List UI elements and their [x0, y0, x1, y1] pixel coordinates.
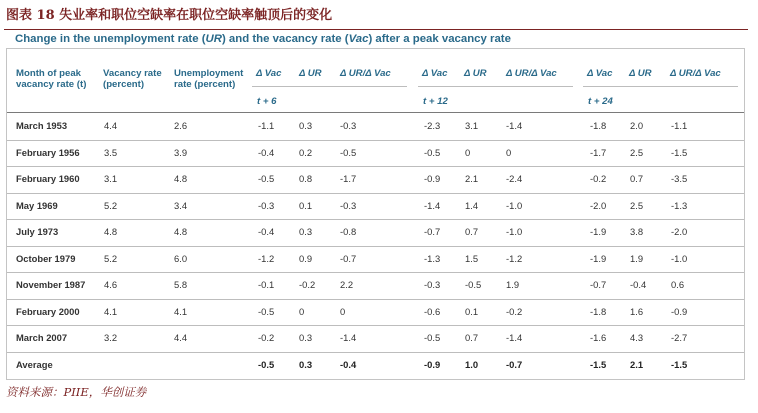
table-frame: [6, 48, 745, 380]
header-g1-dur: Δ UR: [299, 68, 322, 79]
row-g1-value: 0: [299, 305, 305, 317]
row-month-label: February 1960: [16, 173, 80, 184]
row-g3-value: -1.9: [590, 226, 607, 237]
row-unemployment-rate: 5.8: [174, 279, 188, 290]
row-g3-value: -1.8: [590, 305, 607, 317]
row-g2-value: -1.0: [506, 199, 523, 211]
group1-label: t + 6: [257, 96, 277, 107]
row-g2-value: -0.5: [424, 332, 441, 343]
row-g3-value: -1.6: [590, 332, 607, 343]
row-g3-value: -1.1: [671, 120, 688, 131]
average-g3-value: -1.5: [590, 358, 607, 370]
row-g2-value: 1.5: [465, 252, 479, 264]
row-g3-value: -1.8: [590, 120, 607, 131]
average-g3-value: -1.5: [671, 358, 688, 370]
row-g1-value: -1.4: [340, 332, 357, 343]
header-g2-dur: Δ UR: [464, 68, 487, 79]
header-g2-ratio: Δ UR/Δ Vac: [506, 68, 557, 79]
row-g1-value: -0.1: [258, 279, 275, 290]
row-g3-value: -1.9: [590, 252, 607, 264]
row-g3-value: 4.3: [630, 332, 644, 343]
row-g2-value: -0.6: [424, 305, 441, 317]
row-unemployment-rate: 6.0: [174, 252, 188, 264]
row-g3-value: 0.6: [671, 279, 685, 290]
row-g1-value: 0.1: [299, 199, 313, 211]
row-month-label: March 2007: [16, 332, 68, 343]
row-g3-value: 2.5: [630, 199, 644, 211]
header-g3-dvac: Δ Vac: [587, 68, 613, 79]
header-g2-dvac: Δ Vac: [422, 68, 448, 79]
row-divider: [7, 193, 744, 194]
row-g3-value: -2.0: [590, 199, 607, 211]
group1-rule: [252, 86, 407, 87]
row-g1-value: 0.3: [299, 120, 313, 131]
row-vacancy-rate: 3.2: [104, 332, 118, 343]
row-g2-value: 2.1: [465, 173, 479, 184]
header-vacancy-rate: Vacancy rate (percent): [103, 68, 162, 90]
row-g2-value: -1.4: [424, 199, 441, 211]
row-unemployment-rate: 3.4: [174, 199, 188, 211]
row-divider: [7, 246, 744, 247]
row-month-label: November 1987: [16, 279, 86, 290]
row-g2-value: 1.9: [506, 279, 520, 290]
row-g1-value: -0.3: [340, 199, 357, 211]
row-g3-value: -1.3: [671, 199, 688, 211]
row-g2-value: 0.1: [465, 305, 479, 317]
average-label: Average: [16, 358, 53, 370]
row-g1-value: -1.1: [258, 120, 275, 131]
group3-rule: [583, 86, 738, 87]
row-g3-value: 2.5: [630, 146, 644, 158]
row-g1-value: -1.7: [340, 173, 357, 184]
row-g2-value: -1.2: [506, 252, 523, 264]
row-g2-value: -0.2: [506, 305, 523, 317]
row-g2-value: -1.0: [506, 226, 523, 237]
row-divider: [7, 272, 744, 273]
row-unemployment-rate: 2.6: [174, 120, 188, 131]
row-g3-value: -0.4: [630, 279, 647, 290]
row-g3-value: -0.9: [671, 305, 688, 317]
row-vacancy-rate: 4.8: [104, 226, 118, 237]
average-g3-value: 2.1: [630, 358, 644, 370]
row-g2-value: -1.4: [506, 120, 523, 131]
row-g1-value: -0.3: [340, 120, 357, 131]
row-g1-value: 2.2: [340, 279, 354, 290]
header-bottom-rule: [7, 112, 744, 113]
row-g1-value: -0.5: [340, 146, 357, 158]
row-g1-value: -1.2: [258, 252, 275, 264]
row-g3-value: -3.5: [671, 173, 688, 184]
row-g1-value: 0.8: [299, 173, 313, 184]
row-g3-value: 1.6: [630, 305, 644, 317]
row-g3-value: -2.7: [671, 332, 688, 343]
row-unemployment-rate: 4.8: [174, 226, 188, 237]
row-g3-value: -0.2: [590, 173, 607, 184]
row-g3-value: -0.7: [590, 279, 607, 290]
table-subtitle: Change in the unemployment rate (UR) and the vacancy rate (Vac) after a peak vacancy rate: [15, 33, 511, 45]
group2-label: t + 12: [423, 96, 448, 107]
row-divider: [7, 140, 744, 141]
row-g1-value: -0.5: [258, 305, 275, 317]
average-g2-value: 1.0: [465, 358, 479, 370]
row-vacancy-rate: 5.2: [104, 199, 118, 211]
row-g2-value: -2.4: [506, 173, 523, 184]
row-g3-value: 3.8: [630, 226, 644, 237]
row-g3-value: -2.0: [671, 226, 688, 237]
row-g2-value: 0.7: [465, 226, 479, 237]
row-g1-value: 0.2: [299, 146, 313, 158]
header-g3-ratio: Δ UR/Δ Vac: [670, 68, 721, 79]
average-g2-value: -0.7: [506, 358, 523, 370]
row-g2-value: 0.7: [465, 332, 479, 343]
row-g2-value: -0.5: [465, 279, 482, 290]
header-unemployment-rate: Unemployment rate (percent): [174, 68, 244, 90]
row-g1-value: -0.7: [340, 252, 357, 264]
row-g3-value: 2.0: [630, 120, 644, 131]
row-g3-value: -1.0: [671, 252, 688, 264]
row-g2-value: 3.1: [465, 120, 479, 131]
average-g2-value: -0.9: [424, 358, 441, 370]
row-month-label: October 1979: [16, 252, 76, 264]
header-month: Month of peak vacancy rate (t): [16, 68, 87, 90]
figure-title: 图表 18 失业率和职位空缺率在职位空缺率触顶后的变化: [6, 8, 333, 23]
row-g2-value: -1.4: [506, 332, 523, 343]
row-g1-value: 0.3: [299, 226, 313, 237]
group3-label: t + 24: [588, 96, 613, 107]
row-unemployment-rate: 4.4: [174, 332, 188, 343]
row-g1-value: 0.9: [299, 252, 313, 264]
row-g2-value: 0: [465, 146, 471, 158]
row-month-label: February 2000: [16, 305, 80, 317]
row-divider: [7, 325, 744, 326]
row-g1-value: -0.2: [299, 279, 316, 290]
row-g3-value: 0.7: [630, 173, 644, 184]
source-note: 资料来源：PIIE，华创证券: [6, 385, 147, 399]
header-g1-ratio: Δ UR/Δ Vac: [340, 68, 391, 79]
row-divider: [7, 219, 744, 220]
row-unemployment-rate: 4.8: [174, 173, 188, 184]
row-unemployment-rate: 4.1: [174, 305, 188, 317]
average-g1-value: -0.5: [258, 358, 275, 370]
row-g2-value: -0.9: [424, 173, 441, 184]
header-g3-dur: Δ UR: [629, 68, 652, 79]
row-month-label: May 1969: [16, 199, 58, 211]
row-month-label: February 1956: [16, 146, 80, 158]
row-g3-value: -1.7: [590, 146, 607, 158]
group2-rule: [418, 86, 573, 87]
row-vacancy-rate: 5.2: [104, 252, 118, 264]
row-g2-value: 0: [506, 146, 512, 158]
average-g1-value: -0.4: [340, 358, 357, 370]
row-g2-value: -0.3: [424, 279, 441, 290]
row-g2-value: -0.7: [424, 226, 441, 237]
row-g2-value: -1.3: [424, 252, 441, 264]
row-unemployment-rate: 3.9: [174, 146, 188, 158]
row-month-label: March 1953: [16, 120, 68, 131]
row-vacancy-rate: 4.6: [104, 279, 118, 290]
row-g1-value: -0.8: [340, 226, 357, 237]
row-g3-value: -1.5: [671, 146, 688, 158]
row-g2-value: -0.5: [424, 146, 441, 158]
row-vacancy-rate: 3.1: [104, 173, 118, 184]
row-g1-value: -0.2: [258, 332, 275, 343]
row-g1-value: 0.3: [299, 332, 313, 343]
row-g2-value: -2.3: [424, 120, 441, 131]
row-g1-value: -0.4: [258, 146, 275, 158]
row-divider: [7, 352, 744, 353]
title-divider: [4, 29, 748, 30]
row-g1-value: -0.3: [258, 199, 275, 211]
row-g3-value: 1.9: [630, 252, 644, 264]
row-vacancy-rate: 4.4: [104, 120, 118, 131]
row-month-label: July 1973: [16, 226, 59, 237]
row-g2-value: 1.4: [465, 199, 479, 211]
row-vacancy-rate: 3.5: [104, 146, 118, 158]
average-g1-value: 0.3: [299, 358, 313, 370]
row-divider: [7, 166, 744, 167]
row-g1-value: 0: [340, 305, 346, 317]
row-vacancy-rate: 4.1: [104, 305, 118, 317]
row-g1-value: -0.5: [258, 173, 275, 184]
row-divider: [7, 299, 744, 300]
row-g1-value: -0.4: [258, 226, 275, 237]
header-g1-dvac: Δ Vac: [256, 68, 282, 79]
